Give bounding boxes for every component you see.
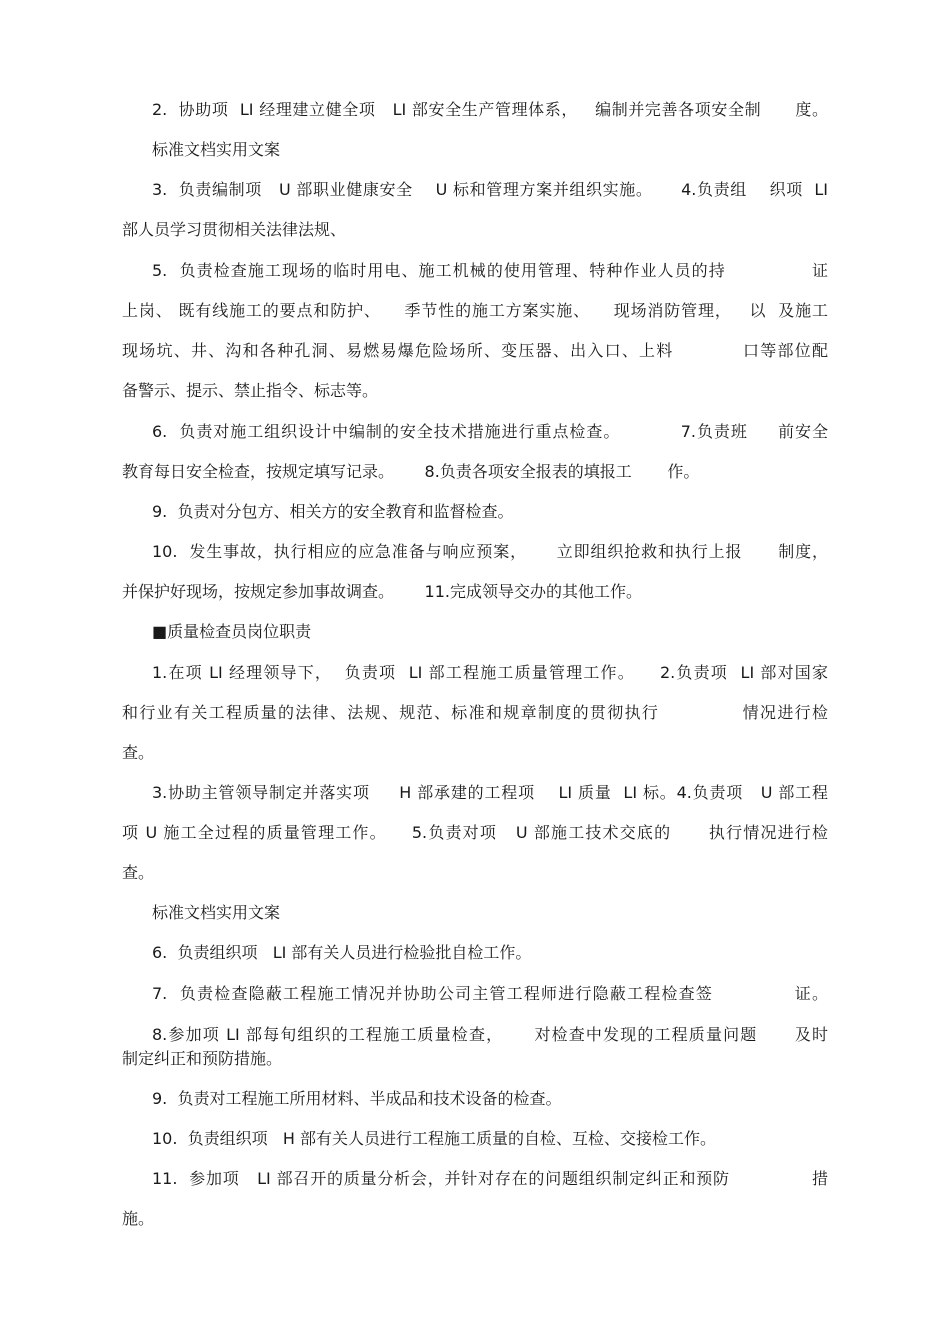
paragraph-line: 6. 负责对施工组织设计中编制的安全技术措施进行重点检查。 7.负责班 前安全 [152,422,828,441]
paragraph-line: 查。 [122,863,155,882]
paragraph-line: 查。 [122,743,155,762]
paragraph-line: 制定纠正和预防措施。 [122,1049,283,1068]
paragraph-line: 7. 负责检查隐蔽工程施工情况并协助公司主管工程师进行隐蔽工程检查签 证。 [152,984,828,1003]
section-heading: ■质量检查员岗位职责 [152,622,312,641]
paragraph-line: 1.在项 LI 经理领导下， 负责项 LI 部工程施工质量管理工作。 2.负责项 LI 部对国家 [152,663,828,682]
paragraph-line: 9. 负责对分包方、相关方的安全教育和监督检查。 [152,502,514,521]
paragraph-line: 标准文档实用文案 [152,140,281,159]
paragraph-line: 8.参加项 LI 部每旬组织的工程施工质量检查， 对检查中发现的工程质量问题 及时 [152,1025,828,1044]
paragraph-line: 6. 负责组织项 LI 部有关人员进行检验批自检工作。 [152,943,532,962]
paragraph-line: 上岗、 既有线施工的要点和防护、 季节性的施工方案实施、 现场消防管理， 以 及施工 [122,301,828,320]
paragraph-line: 10. 发生事故，执行相应的应急准备与响应预案， 立即组织抢救和执行上报 制度， [152,542,828,561]
paragraph-line: 9. 负责对工程施工所用材料、半成品和技术设备的检查。 [152,1089,562,1108]
paragraph-line: 现场坑、井、沟和各种孔洞、易燃易爆危险场所、变压器、出入口、上料 口等部位配 [122,341,828,360]
paragraph-line: 和行业有关工程质量的法律、法规、规范、标准和规章制度的贯彻执行 情况进行检 [122,703,828,722]
paragraph-line: 项 U 施工全过程的质量管理工作。 5.负责对项 U 部施工技术交底的 执行情况进行检 [122,823,828,842]
paragraph-line: 3.协助主管领导制定并落实项 H 部承建的工程项 LI 质量 LI 标。4.负责项 U 部工程 [152,783,828,802]
paragraph-line: 11. 参加项 LI 部召开的质量分析会，并针对存在的问题组织制定纠正和预防 措 [152,1169,828,1188]
paragraph-line: 施。 [122,1209,155,1228]
paragraph-line: 5. 负责检查施工现场的临时用电、施工机械的使用管理、特种作业人员的持 证 [152,261,828,280]
paragraph-line: 备警示、提示、禁止指令、标志等。 [122,381,379,400]
paragraph-line: 部人员学习贯彻相关法律法规、 [122,220,347,239]
paragraph-line: 教育每日安全检查，按规定填写记录。 8.负责各项安全报表的填报工 作。 [122,462,700,481]
paragraph-line: 并保护好现场，按规定参加事故调查。 11.完成领导交办的其他工作。 [122,582,642,601]
paragraph-line: 2. 协助项 LI 经理建立健全项 LI 部安全生产管理体系， 编制并完善各项安全制 度。 [152,100,828,119]
paragraph-line: 10. 负责组织项 H 部有关人员进行工程施工质量的自检、互检、交接检工作。 [152,1129,716,1148]
paragraph-line: 标准文档实用文案 [152,903,281,922]
paragraph-line: 3. 负责编制项 U 部职业健康安全 U 标和管理方案并组织实施。 4.负责组 织项 LI [152,180,828,199]
